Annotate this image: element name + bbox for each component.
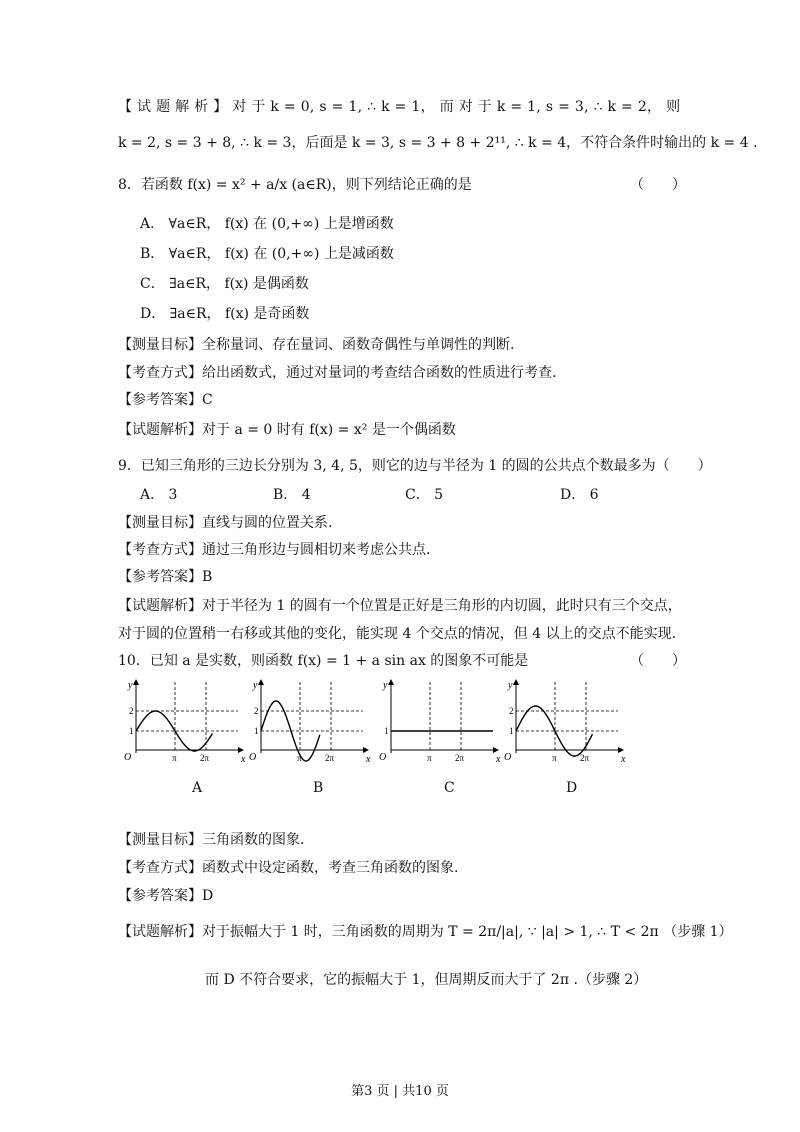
q8-answer: 【参考答案】C xyxy=(118,392,213,408)
q9-option-b: B． 4 xyxy=(273,487,311,503)
two-label-d: 2 xyxy=(509,706,514,716)
q9-answer: 【参考答案】B xyxy=(118,569,213,585)
two-pi-label-a: 2π xyxy=(200,753,210,763)
x-label-a: x xyxy=(241,754,246,765)
two-label-a: 2 xyxy=(129,706,134,716)
q10-fig-label-c: C xyxy=(444,780,455,796)
origin-label-a: O xyxy=(124,752,132,763)
q8-option-d: D． ∃a∈R， f(x) 是奇函数 xyxy=(140,306,310,322)
q10-paren: （ ） xyxy=(630,653,686,669)
q8-option-a: A． ∀a∈R， f(x) 在 (0,+∞) 上是增函数 xyxy=(140,216,394,232)
two-label-b: 2 xyxy=(254,706,259,716)
one-label-b: 1 xyxy=(254,726,259,736)
q9-option-d: D． 6 xyxy=(560,487,599,503)
pi-label-a: π xyxy=(172,753,177,763)
q9-target: 【测量目标】直线与圆的位置关系. xyxy=(118,515,333,531)
q10-fig-label-b: B xyxy=(313,780,324,796)
origin-label-d: O xyxy=(504,752,512,763)
x-label-c: x xyxy=(496,754,501,765)
x-label-b: x xyxy=(366,754,371,765)
q10-fig-label-d: D xyxy=(566,780,578,796)
q8-paren: （ ） xyxy=(630,177,686,193)
q10-fig-label-a: A xyxy=(192,780,203,796)
q8-stem: 8．若函数 f(x) = x² + a/x (a∈R)，则下列结论正确的是 xyxy=(118,177,472,193)
pi-label-d: π xyxy=(552,753,557,763)
q8-target: 【测量目标】全称量词、存在量词、函数奇偶性与单调性的判断. xyxy=(118,337,515,353)
analysis-7-line2: k = 2, s = 3 + 8, ∴ k = 3，后面是 k = 3, s = 3 + 8 + 2¹¹, ∴ k = 4，不符合条件时输出的 k = 4 . xyxy=(118,135,758,151)
one-label-c: 1 xyxy=(384,726,389,736)
analysis-7-line1: 【 试 题 解 析 】 对 于 k = 0, s = 1, ∴ k = 1， 而 对 于 k = 1, s = 3, ∴ k = 2， 则 xyxy=(118,99,681,115)
two-pi-label-c: 2π xyxy=(455,753,465,763)
y-label-a: y xyxy=(128,680,133,691)
y-label-c: y xyxy=(383,680,388,691)
q8-method: 【考查方式】给出函数式，通过对量词的考查结合函数的性质进行考查. xyxy=(118,365,557,381)
x-label-d: x xyxy=(621,754,626,765)
q10-answer: 【参考答案】D xyxy=(118,888,214,904)
q9-analysis-line1: 【试题解析】对于半径为 1 的圆有一个位置是正好是三角形的内切圆，此时只有三个交点， xyxy=(118,598,682,614)
q9-option-a: A． 3 xyxy=(140,487,178,503)
one-label-d: 1 xyxy=(509,726,514,736)
pi-label-c: π xyxy=(427,753,432,763)
q10-analysis-line2: 而 D 不符合要求，它的振幅大于 1，但周期反而大于了 2π .（步骤 2） xyxy=(205,972,648,988)
two-pi-label-d: 2π xyxy=(580,753,590,763)
q9-analysis-line2: 对于圆的位置稍一右移或其他的变化，能实现 4 个交点的情况，但 4 以上的交点不能实现. xyxy=(118,626,677,642)
pi-label-b: π xyxy=(297,753,302,763)
q10-graphs xyxy=(118,675,643,775)
y-label-b: y xyxy=(253,680,258,691)
y-label-d: y xyxy=(508,680,513,691)
q8-option-b: B． ∀a∈R， f(x) 在 (0,+∞) 上是减函数 xyxy=(140,246,394,262)
q9-option-c: C． 5 xyxy=(405,487,444,503)
two-pi-label-b: 2π xyxy=(325,753,335,763)
q8-option-c: C． ∃a∈R， f(x) 是偶函数 xyxy=(140,276,309,292)
q10-stem: 10．已知 a 是实数，则函数 f(x) = 1 + a sin ax 的图象不可能是 xyxy=(118,653,529,669)
curve-b xyxy=(261,701,320,761)
q10-target: 【测量目标】三角函数的图象. xyxy=(118,832,305,848)
q10-method: 【考查方式】函数式中设定函数，考查三角函数的图象. xyxy=(118,860,459,876)
q9-method: 【考查方式】通过三角形边与圆相切来考虑公共点. xyxy=(118,542,431,558)
q8-analysis: 【试题解析】对于 a = 0 时有 f(x) = x² 是一个偶函数 xyxy=(118,422,456,438)
one-label-a: 1 xyxy=(129,726,134,736)
page-footer: 第3 页 | 共10 页 xyxy=(351,1084,449,1099)
origin-label-b: O xyxy=(249,752,257,763)
q10-analysis-line1: 【试题解析】对于振幅大于 1 时，三角函数的周期为 T = 2π/|a|, ∵ |a| > 1, ∴ T < 2π （步骤 1） xyxy=(118,924,733,940)
q9-stem: 9．已知三角形的三边长分别为 3, 4, 5，则它的边与半径为 1 的圆的公共点个数最多为（ ） xyxy=(118,458,712,474)
origin-label-c: O xyxy=(379,752,387,763)
